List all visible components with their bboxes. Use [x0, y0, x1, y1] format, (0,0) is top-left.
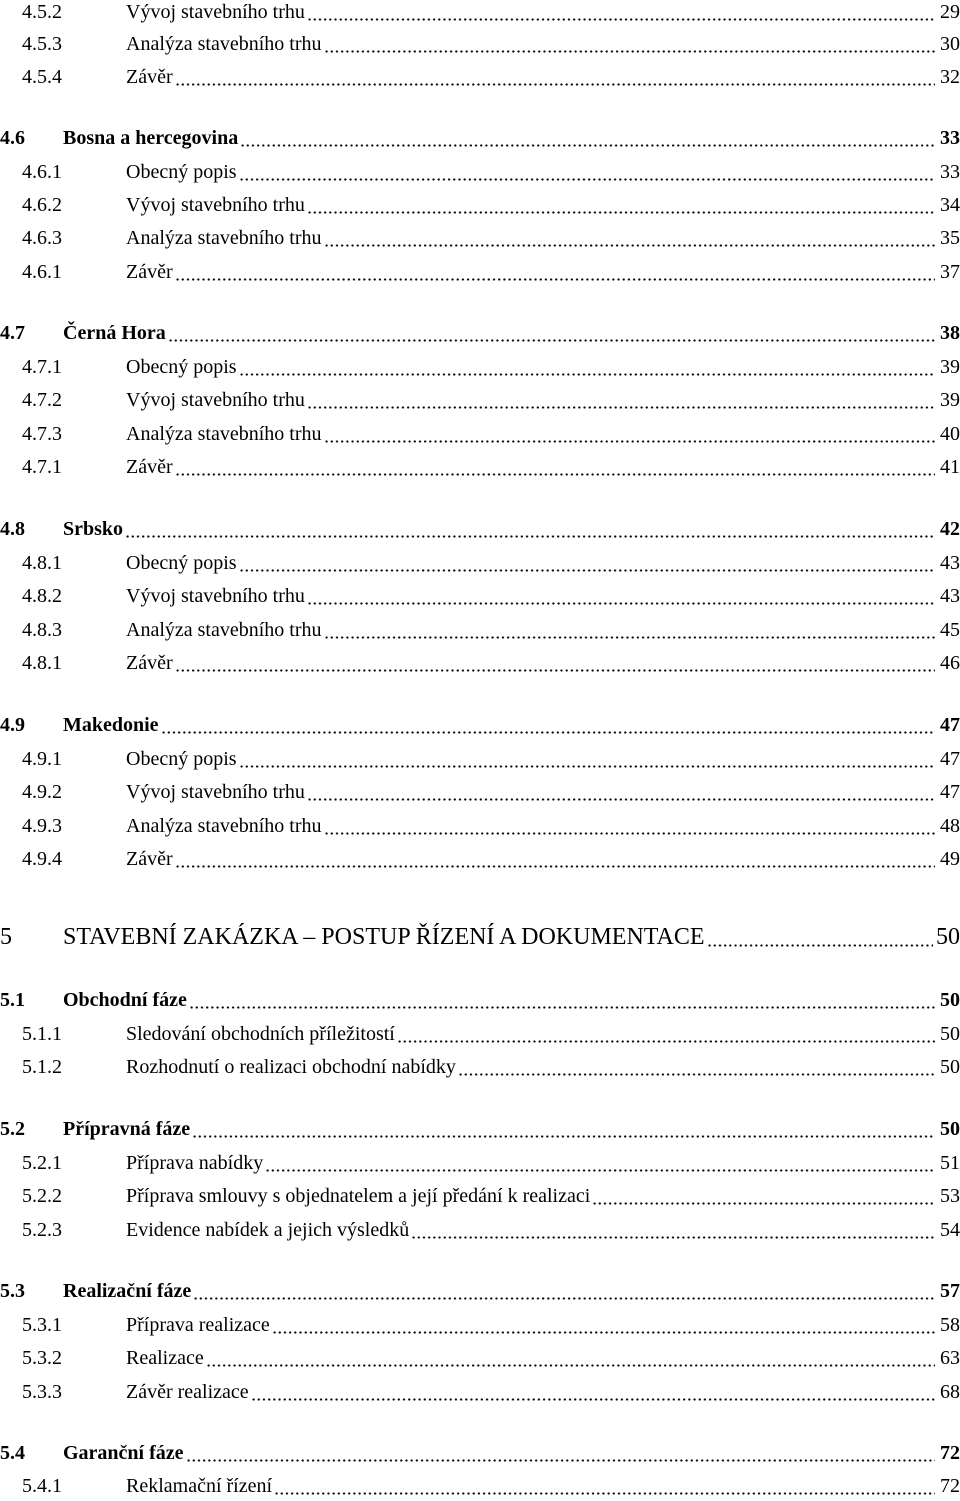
toc-entry-title: Obecný popis — [126, 356, 237, 378]
toc-entry-body — [126, 615, 960, 645]
toc-entry-body — [126, 777, 960, 807]
toc-entry-title: Příprava nabídky — [126, 1152, 264, 1174]
toc-entry[interactable] — [0, 1114, 960, 1144]
toc-entry[interactable] — [0, 29, 960, 59]
toc-dot-leader — [458, 1052, 935, 1082]
toc-entry-body — [126, 0, 960, 27]
toc-entry-title: Závěr — [126, 652, 173, 674]
toc-dot-leader — [175, 844, 935, 874]
toc-entry[interactable] — [0, 1310, 960, 1340]
toc-entry-body — [63, 514, 960, 544]
toc-entry-page-number: 53 — [940, 1185, 960, 1207]
toc-entry[interactable] — [0, 1276, 960, 1306]
toc-entry-page-number: 34 — [940, 194, 960, 216]
toc-entry-title: Závěr realizace — [126, 1381, 249, 1403]
toc-entry-page-number: 50 — [940, 1118, 960, 1140]
toc-entry[interactable] — [0, 157, 960, 187]
toc-entry[interactable] — [0, 922, 960, 952]
toc-entry[interactable] — [0, 648, 960, 678]
toc-dot-leader — [189, 985, 935, 1015]
toc-dot-leader — [307, 190, 935, 220]
toc-entry-title: Černá Hora — [63, 322, 166, 344]
toc-entry[interactable] — [0, 744, 960, 774]
toc-dot-leader — [193, 1276, 935, 1306]
toc-entry[interactable] — [0, 1052, 960, 1082]
toc-entry-page-number: 50 — [936, 924, 960, 950]
toc-entry[interactable] — [0, 0, 960, 27]
toc-entry-page-number: 63 — [940, 1347, 960, 1369]
toc-entry-title: Makedonie — [63, 714, 159, 736]
toc-entry-body — [63, 985, 960, 1015]
toc-entry-page-number: 58 — [940, 1314, 960, 1336]
toc-entry-body — [126, 548, 960, 578]
toc-entry-number: 4.9 — [0, 714, 25, 736]
toc-entry[interactable] — [0, 223, 960, 253]
toc-entry-title: Srbsko — [63, 518, 124, 540]
toc-entry-number: 5.1.2 — [22, 1056, 62, 1078]
toc-entry-body — [126, 1215, 960, 1245]
toc-entry-body — [126, 223, 960, 253]
toc-entry-page-number: 47 — [940, 781, 960, 803]
toc-dot-leader — [272, 1310, 935, 1340]
toc-entry-page-number: 72 — [940, 1442, 960, 1464]
toc-entry-number: 5.4 — [0, 1442, 25, 1464]
toc-dot-leader — [239, 352, 935, 382]
toc-entry-body — [126, 811, 960, 841]
toc-entry-title: Bosna a hercegovina — [63, 127, 239, 149]
toc-entry-number: 5.2 — [0, 1118, 25, 1140]
toc-entry-body — [126, 744, 960, 774]
toc-entry-body — [63, 1276, 960, 1306]
toc-entry-page-number: 49 — [940, 848, 960, 870]
toc-entry-page-number: 41 — [940, 456, 960, 478]
toc-dot-leader — [175, 648, 935, 678]
toc-entry-body — [63, 123, 960, 153]
toc-entry-page-number: 30 — [940, 33, 960, 55]
toc-entry-body — [126, 648, 960, 678]
toc-entry-title: Realizace — [126, 1347, 204, 1369]
toc-entry-number: 5.1 — [0, 989, 25, 1011]
toc-entry-title: Analýza stavebního trhu — [126, 619, 322, 641]
toc-dot-leader — [307, 385, 935, 415]
toc-entry-title: Analýza stavebního trhu — [126, 815, 322, 837]
toc-dot-leader — [251, 1377, 935, 1407]
toc-entry-page-number: 46 — [940, 652, 960, 674]
toc-entry-page-number: 45 — [940, 619, 960, 641]
toc-entry-title: Evidence nabídek a jejich výsledků — [126, 1219, 410, 1241]
toc-dot-leader — [324, 615, 936, 645]
toc-entry-page-number: 50 — [940, 1056, 960, 1078]
toc-entry-page-number: 39 — [940, 389, 960, 411]
toc-entry-body — [126, 157, 960, 187]
toc-entry-number: 4.7.1 — [22, 456, 62, 478]
toc-entry-number: 4.9.2 — [22, 781, 62, 803]
toc-entry-title: Analýza stavebního trhu — [126, 33, 322, 55]
toc-entry-body — [126, 844, 960, 874]
toc-dot-leader — [397, 1019, 935, 1049]
toc-entry[interactable] — [0, 777, 960, 807]
toc-dot-leader — [206, 1343, 935, 1373]
toc-entry-page-number: 48 — [940, 815, 960, 837]
toc-entry-page-number: 57 — [940, 1280, 960, 1302]
toc-entry[interactable] — [0, 1215, 960, 1245]
toc-entry-number: 4.8.3 — [22, 619, 62, 641]
toc-entry-body — [126, 1181, 960, 1211]
toc-entry-number: 5.2.1 — [22, 1152, 62, 1174]
toc-entry-title: Závěr — [126, 261, 173, 283]
toc-entry[interactable] — [0, 985, 960, 1015]
toc-entry-body — [126, 1310, 960, 1340]
toc-entry[interactable] — [0, 615, 960, 645]
toc-entry-number: 4.8 — [0, 518, 25, 540]
toc-dot-leader — [307, 581, 935, 611]
toc-entry-page-number: 38 — [940, 322, 960, 344]
toc-dot-leader — [125, 514, 935, 544]
toc-entry-title: Analýza stavebního trhu — [126, 423, 322, 445]
toc-entry-page-number: 51 — [940, 1152, 960, 1174]
toc-entry-page-number: 50 — [940, 989, 960, 1011]
toc-entry[interactable] — [0, 452, 960, 482]
toc-entry-number: 4.6.1 — [22, 161, 62, 183]
toc-entry-number: 5.3.1 — [22, 1314, 62, 1336]
toc-entry[interactable] — [0, 257, 960, 287]
toc-entry-body — [126, 581, 960, 611]
toc-entry[interactable] — [0, 318, 960, 348]
toc-entry[interactable] — [0, 811, 960, 841]
toc-entry-number: 4.9.3 — [22, 815, 62, 837]
toc-dot-leader — [265, 1148, 935, 1178]
toc-entry-body — [63, 318, 960, 348]
toc-entry-page-number: 37 — [940, 261, 960, 283]
toc-entry[interactable] — [0, 1019, 960, 1049]
toc-dot-leader — [307, 777, 935, 807]
toc-entry[interactable] — [0, 581, 960, 611]
toc-dot-leader — [239, 548, 935, 578]
toc-entry-body — [126, 62, 960, 92]
toc-entry-page-number: 54 — [940, 1219, 960, 1241]
toc-entry-number: 4.5.2 — [22, 1, 62, 23]
toc-entry[interactable] — [0, 385, 960, 415]
toc-entry[interactable] — [0, 1148, 960, 1178]
toc-dot-leader — [324, 811, 936, 841]
toc-entry[interactable] — [0, 1377, 960, 1407]
toc-entry-number: 4.8.1 — [22, 652, 62, 674]
toc-entry-title: Závěr — [126, 848, 173, 870]
toc-entry-title: Vývoj stavebního trhu — [126, 389, 305, 411]
toc-entry-body — [126, 419, 960, 449]
toc-dot-leader — [324, 223, 936, 253]
toc-entry-body — [126, 352, 960, 382]
toc-entry-number: 5.3.3 — [22, 1381, 62, 1403]
toc-dot-leader — [168, 318, 935, 348]
toc-entry-title: Realizační fáze — [63, 1280, 192, 1302]
toc-entry-title: Vývoj stavebního trhu — [126, 194, 305, 216]
toc-entry-page-number: 40 — [940, 423, 960, 445]
toc-entry-title: Obecný popis — [126, 748, 237, 770]
toc-dot-leader — [239, 744, 935, 774]
toc-dot-leader — [307, 0, 935, 27]
toc-entry-page-number: 33 — [940, 161, 960, 183]
toc-entry-body — [126, 452, 960, 482]
toc-dot-leader — [411, 1215, 935, 1245]
toc-entry-title: Přípravná fáze — [63, 1118, 191, 1140]
toc-entry-number: 4.7 — [0, 322, 25, 344]
toc-entry-title: Příprava smlouvy s objednatelem a její předání k realizaci — [126, 1185, 591, 1207]
toc-entry-page-number: 39 — [940, 356, 960, 378]
toc-dot-leader — [192, 1114, 935, 1144]
toc-dot-leader — [707, 922, 933, 952]
toc-entry-number: 5.2.2 — [22, 1185, 62, 1207]
toc-entry-title: Garanční fáze — [63, 1442, 184, 1464]
toc-entry-number: 5.2.3 — [22, 1219, 62, 1241]
toc-entry-body — [63, 922, 960, 952]
toc-dot-leader — [186, 1438, 935, 1468]
toc-entry[interactable] — [0, 1438, 960, 1468]
toc-entry-number: 5.3.2 — [22, 1347, 62, 1369]
toc-entry[interactable] — [0, 548, 960, 578]
toc-entry[interactable] — [0, 1181, 960, 1211]
toc-dot-leader — [592, 1181, 935, 1211]
toc-entry-page-number: 72 — [940, 1475, 960, 1497]
toc-entry-page-number: 42 — [940, 518, 960, 540]
toc-entry-number: 4.5.3 — [22, 33, 62, 55]
toc-dot-leader — [175, 452, 935, 482]
toc-entry-number: 4.6.3 — [22, 227, 62, 249]
toc-entry[interactable] — [0, 710, 960, 740]
toc-entry-title: Obecný popis — [126, 161, 237, 183]
toc-dot-leader — [324, 29, 936, 59]
toc-entry-body — [126, 1471, 960, 1501]
toc-dot-leader — [175, 257, 935, 287]
toc-entry-page-number: 43 — [940, 552, 960, 574]
toc-entry-body — [126, 1019, 960, 1049]
toc-entry-number: 4.8.2 — [22, 585, 62, 607]
toc-entry-body — [126, 1052, 960, 1082]
toc-entry-number: 4.7.2 — [22, 389, 62, 411]
toc-dot-leader — [274, 1471, 935, 1501]
toc-entry-title: Analýza stavebního trhu — [126, 227, 322, 249]
toc-entry-title: Reklamační řízení — [126, 1475, 273, 1497]
toc-entry-number: 4.7.1 — [22, 356, 62, 378]
toc-entry[interactable] — [0, 123, 960, 153]
toc-entry[interactable] — [0, 844, 960, 874]
toc-entry-title: Vývoj stavebního trhu — [126, 585, 305, 607]
toc-entry-body — [126, 190, 960, 220]
toc-entry-page-number: 29 — [940, 1, 960, 23]
toc-entry-title: Obchodní fáze — [63, 989, 187, 1011]
toc-entry-title: Sledování obchodních příležitostí — [126, 1023, 395, 1045]
toc-entry-body — [126, 385, 960, 415]
toc-entry-page-number: 35 — [940, 227, 960, 249]
toc-entry-title: Příprava realizace — [126, 1314, 270, 1336]
toc-entry[interactable] — [0, 1343, 960, 1373]
toc-entry-number: 4.6.2 — [22, 194, 62, 216]
toc-entry[interactable] — [0, 419, 960, 449]
toc-entry-title: Obecný popis — [126, 552, 237, 574]
toc-entry-number: 4.5.4 — [22, 66, 62, 88]
toc-entry-body — [63, 1114, 960, 1144]
toc-entry-body — [126, 1148, 960, 1178]
toc-entry-body — [126, 257, 960, 287]
toc-entry-page-number: 47 — [940, 748, 960, 770]
toc-entry-number: 4.7.3 — [22, 423, 62, 445]
toc-entry-body — [126, 29, 960, 59]
toc-dot-leader — [161, 710, 935, 740]
toc-entry-title: Závěr — [126, 456, 173, 478]
toc-dot-leader — [239, 157, 935, 187]
toc-dot-leader — [240, 123, 935, 153]
toc-entry-body — [126, 1343, 960, 1373]
toc-entry-number: 5.4.1 — [22, 1475, 62, 1497]
toc-entry-page-number: 32 — [940, 66, 960, 88]
toc-entry-body — [63, 710, 960, 740]
toc-entry-number: 4.8.1 — [22, 552, 62, 574]
toc-entry-page-number: 43 — [940, 585, 960, 607]
toc-entry-page-number: 50 — [940, 1023, 960, 1045]
toc-entry[interactable] — [0, 62, 960, 92]
toc-entry-title: Rozhodnutí o realizaci obchodní nabídky — [126, 1056, 456, 1078]
toc-entry-number: 5.1.1 — [22, 1023, 62, 1045]
toc-entry[interactable] — [0, 514, 960, 544]
toc-entry-number: 4.9.1 — [22, 748, 62, 770]
toc-entry[interactable] — [0, 352, 960, 382]
toc-dot-leader — [324, 419, 936, 449]
toc-entry-title: Vývoj stavebního trhu — [126, 1, 305, 23]
toc-dot-leader — [175, 62, 935, 92]
toc-entry-number: 4.9.4 — [22, 848, 62, 870]
toc-entry-page-number: 68 — [940, 1381, 960, 1403]
toc-entry[interactable] — [0, 190, 960, 220]
toc-entry-page-number: 33 — [940, 127, 960, 149]
toc-entry-body — [63, 1438, 960, 1468]
toc-entry-page-number: 47 — [940, 714, 960, 736]
toc-entry-body — [126, 1377, 960, 1407]
toc-entry-title: Závěr — [126, 66, 173, 88]
toc-entry-number: 4.6.1 — [22, 261, 62, 283]
toc-entry[interactable] — [0, 1471, 960, 1501]
toc-entry-number: 4.6 — [0, 127, 25, 149]
toc-entry-title: Vývoj stavebního trhu — [126, 781, 305, 803]
toc-entry-number: 5 — [0, 924, 12, 950]
toc-entry-title: STAVEBNÍ ZAKÁZKA – POSTUP ŘÍZENÍ A DOKUMENTACE — [63, 924, 705, 950]
toc-entry-number: 5.3 — [0, 1280, 25, 1302]
